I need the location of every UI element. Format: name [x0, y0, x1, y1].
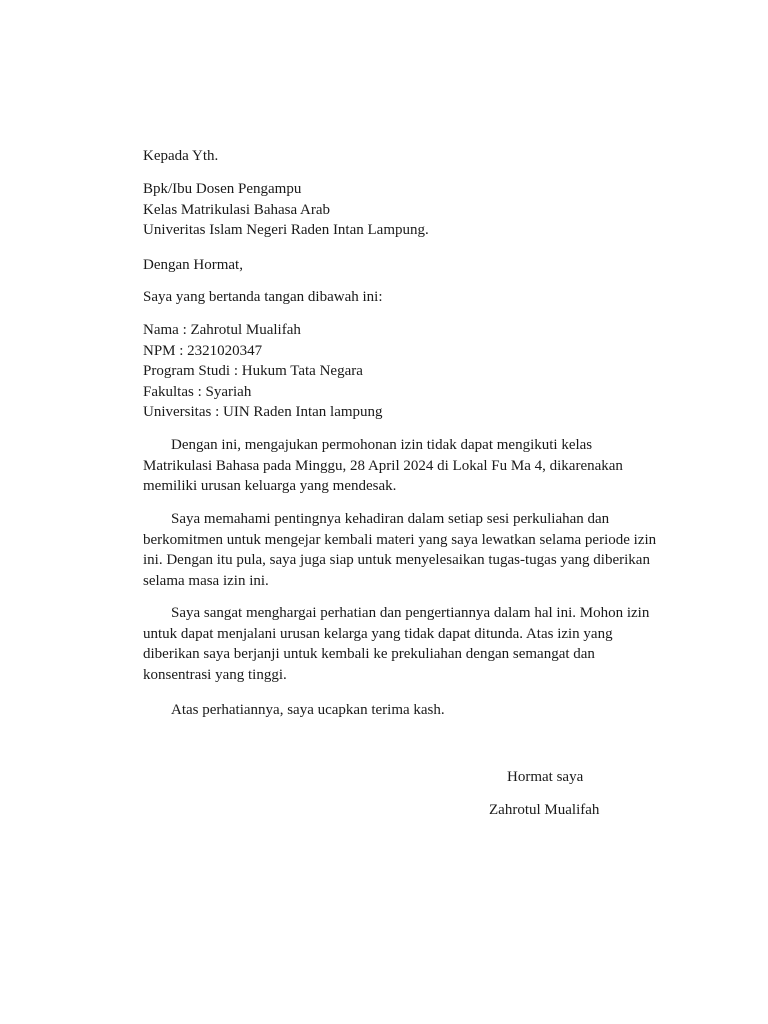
paragraph-line: selama masa izin ini. [143, 572, 269, 589]
addressee-label [143, 146, 663, 167]
paragraph-line: diberikan saya berjanji untuk kembali ke prekuliahan dengan semangat dan [143, 646, 595, 662]
paragraph-line: Saya sangat menghargai perhatian dan pengertiannya dalam hal ini. Mohon izin [171, 605, 650, 621]
paragraph-appreciation [143, 603, 663, 685]
paragraph-line: Matrikulasi Bahasa pada Minggu, 28 April 2024 di Lokal Fu Ma 4, dikarenakan [143, 457, 623, 474]
identity-npm: NPM : 2321020347 [143, 342, 263, 359]
identity-program: Program Studi : Hukum Tata Negara [143, 363, 363, 379]
recipient-line: Univeritas Islam Negeri Raden Intan Lampung. [143, 222, 429, 238]
paragraph-line: konsentrasi yang tinggi. [143, 666, 287, 683]
identity-university: Universitas : UIN Raden Intan lampung [143, 404, 383, 420]
identity-faculty: Fakultas : Syariah [143, 383, 252, 400]
recipient-line: Kelas Matrikulasi Bahasa Arab [143, 201, 331, 218]
paragraph-line: Dengan ini, mengajukan permohonan izin tidak dapat mengikuti kelas [171, 437, 593, 453]
greeting [143, 255, 663, 276]
paragraph-commitment [143, 509, 663, 591]
closing-text: Hormat saya [507, 769, 584, 785]
paragraph-line: untuk dapat menjalani urusan kelarga yang tidak dapat ditunda. Atas izin yang [143, 625, 613, 642]
identity-name: Nama : Zahrotul Mualifah [143, 322, 301, 338]
greeting-text: Dengan Hormat, [143, 257, 243, 273]
kepada-yth: Kepada Yth. [143, 148, 219, 164]
paragraph-line: memiliki urusan keluarga yang mendesak. [143, 478, 397, 494]
paragraph-line: ini. Dengan itu pula, saya juga siap untuk menyelesaikan tugas-tugas yang diberikan [143, 552, 650, 568]
recipient-block [143, 179, 663, 241]
paragraph-request [143, 435, 663, 497]
paragraph-thanks [143, 700, 663, 721]
paragraph-line: berkomitmen untuk mengejar kembali materi yang saya lewatkan selama periode izin [143, 531, 657, 548]
signer-name [489, 800, 599, 820]
signer-text: Zahrotul Mualifah [489, 802, 600, 818]
closing [507, 767, 583, 787]
paragraph-line: Atas perhatiannya, saya ucapkan terima kash. [171, 702, 445, 718]
paragraph-line: Saya memahami pentingnya kehadiran dalam setiap sesi perkuliahan dan [171, 511, 610, 527]
intro [143, 287, 663, 308]
identity-block [143, 320, 663, 423]
recipient-line: Bpk/Ibu Dosen Pengampu [143, 181, 302, 197]
intro-text: Saya yang bertanda tangan dibawah ini: [143, 289, 383, 305]
